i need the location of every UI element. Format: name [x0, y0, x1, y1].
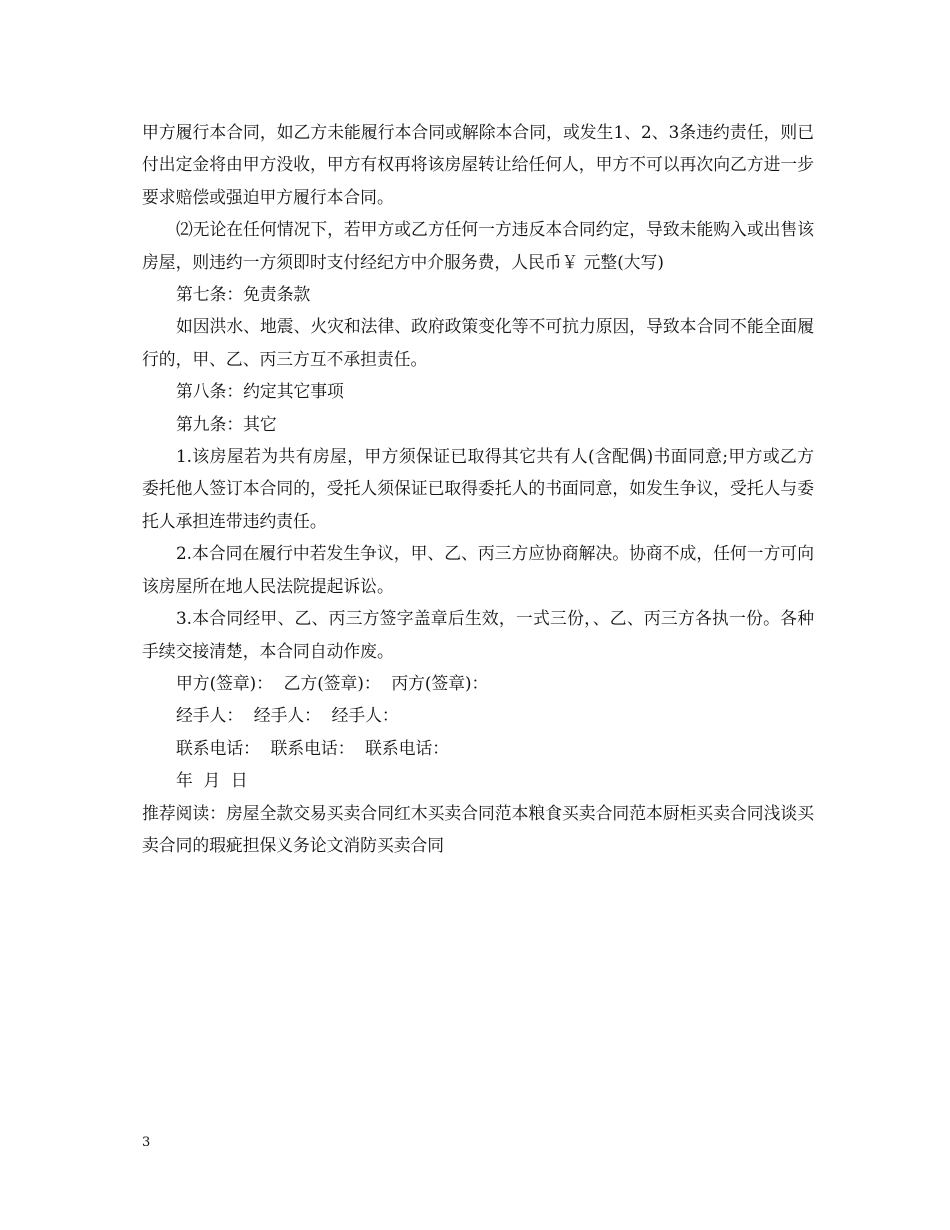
recommended-reading: 推荐阅读：房屋全款交易买卖合同红木买卖合同范本粮食买卖合同范本厨柜买卖合同浅谈买卖合同的瑕疵担保义务论文消防买卖合同	[142, 802, 814, 855]
article-9-heading: 第九条：其它	[176, 413, 277, 434]
contact-phone-line: 联系电话： 联系电话： 联系电话：	[176, 737, 450, 758]
document-body	[142, 116, 814, 861]
article-8-heading: 第八条：约定其它事项	[176, 381, 344, 402]
date-line: 年 月 日	[176, 770, 248, 791]
paragraph-breach-deposit: 甲方履行本合同，如乙方未能履行本合同或解除本合同，或发生1、2、3条违约责任，则已付出定金将由甲方没收，甲方有权再将该房屋转让给任何人，甲方不可以再次向乙方进一步要求赔偿或强迫甲方履行本合同。	[142, 122, 814, 207]
signature-line: 甲方(签章)： 乙方(签章)： 丙方(签章)：	[176, 672, 489, 693]
page-number: 3	[142, 1135, 151, 1150]
clause-9-2: 2.本合同在履行中若发生争议，甲、乙、丙三方应协商解决。协商不成，任何一方可向该房屋所在地人民法院提起诉讼。	[142, 543, 814, 596]
paragraph-breach-service-fee: ⑵无论在任何情况下，若甲方或乙方任何一方违反本合同约定，导致未能购入或出售该房屋，则违约一方须即时支付经纪方中介服务费，人民币￥ 元整(大写)	[142, 219, 814, 272]
clause-9-1: 1.该房屋若为共有房屋，甲方须保证已取得其它共有人(含配偶)书面同意;甲方或乙方委托他人签订本合同的，受托人须保证已取得委托人的书面同意，如发生争议，受托人与委托人承担连带违约责任。	[142, 446, 814, 531]
handler-line: 经手人： 经手人： 经手人：	[176, 705, 399, 726]
clause-9-3: 3.本合同经甲、乙、丙三方签字盖章后生效，一式三份，、乙、丙三方各执一份。各种手续交接清楚，本合同自动作废。	[142, 608, 814, 661]
paragraph-force-majeure: 如因洪水、地震、火灾和法律、政府政策变化等不可抗力原因，导致本合同不能全面履行的，甲、乙、丙三方互不承担责任。	[142, 316, 814, 369]
article-7-heading: 第七条：免责条款	[176, 284, 311, 305]
